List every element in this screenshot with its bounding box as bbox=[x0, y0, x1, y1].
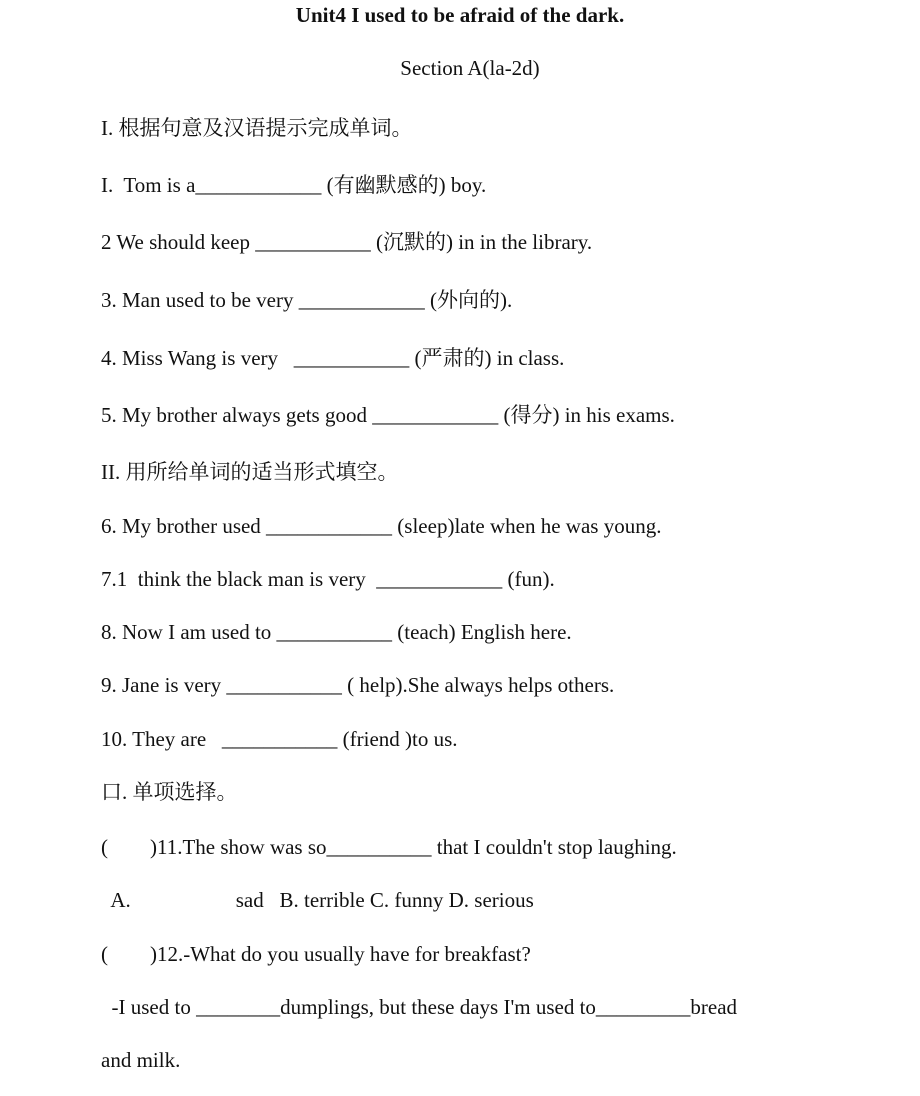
question-12-line3: and milk. bbox=[101, 1048, 181, 1072]
question-4: 4. Miss Wang is very ___________ (严肃的) in class. bbox=[101, 346, 565, 370]
question-11-options: A. sad B. terrible C. funny D. serious bbox=[101, 888, 534, 912]
section-subtitle: Section A(la-2d) bbox=[400, 56, 540, 80]
section1-heading: I. 根据句意及汉语提示完成单词。 bbox=[101, 116, 413, 140]
section2-heading: II. 用所给单词的适当形式填空。 bbox=[101, 460, 399, 484]
question-7: 7.1 think the black man is very ____________ (fun). bbox=[101, 567, 555, 591]
section3-heading: 口. 单项选择。 bbox=[101, 780, 238, 804]
question-1: I. Tom is a____________ (有幽默感的) boy. bbox=[101, 173, 487, 197]
question-3: 3. Man used to be very ____________ (外向的). bbox=[101, 288, 513, 312]
page-title: Unit4 I used to be afraid of the dark. bbox=[295, 3, 625, 27]
question-12-line2: -I used to ________dumplings, but these days I'm used to_________bread bbox=[101, 995, 738, 1019]
question-9: 9. Jane is very ___________ ( help).She always helps others. bbox=[101, 673, 615, 697]
question-10: 10. They are ___________ (friend )to us. bbox=[101, 727, 458, 751]
question-8: 8. Now I am used to ___________ (teach) English here. bbox=[101, 620, 572, 644]
question-6: 6. My brother used ____________ (sleep)late when he was young. bbox=[101, 514, 662, 538]
question-2: 2 We should keep ___________ (沉默的) in in the library. bbox=[101, 230, 593, 254]
question-11: ( )11.The show was so__________ that I couldn't stop laughing. bbox=[101, 835, 677, 859]
question-5: 5. My brother always gets good ____________ (得分) in his exams. bbox=[101, 403, 675, 427]
question-12: ( )12.-What do you usually have for breakfast? bbox=[101, 942, 531, 966]
